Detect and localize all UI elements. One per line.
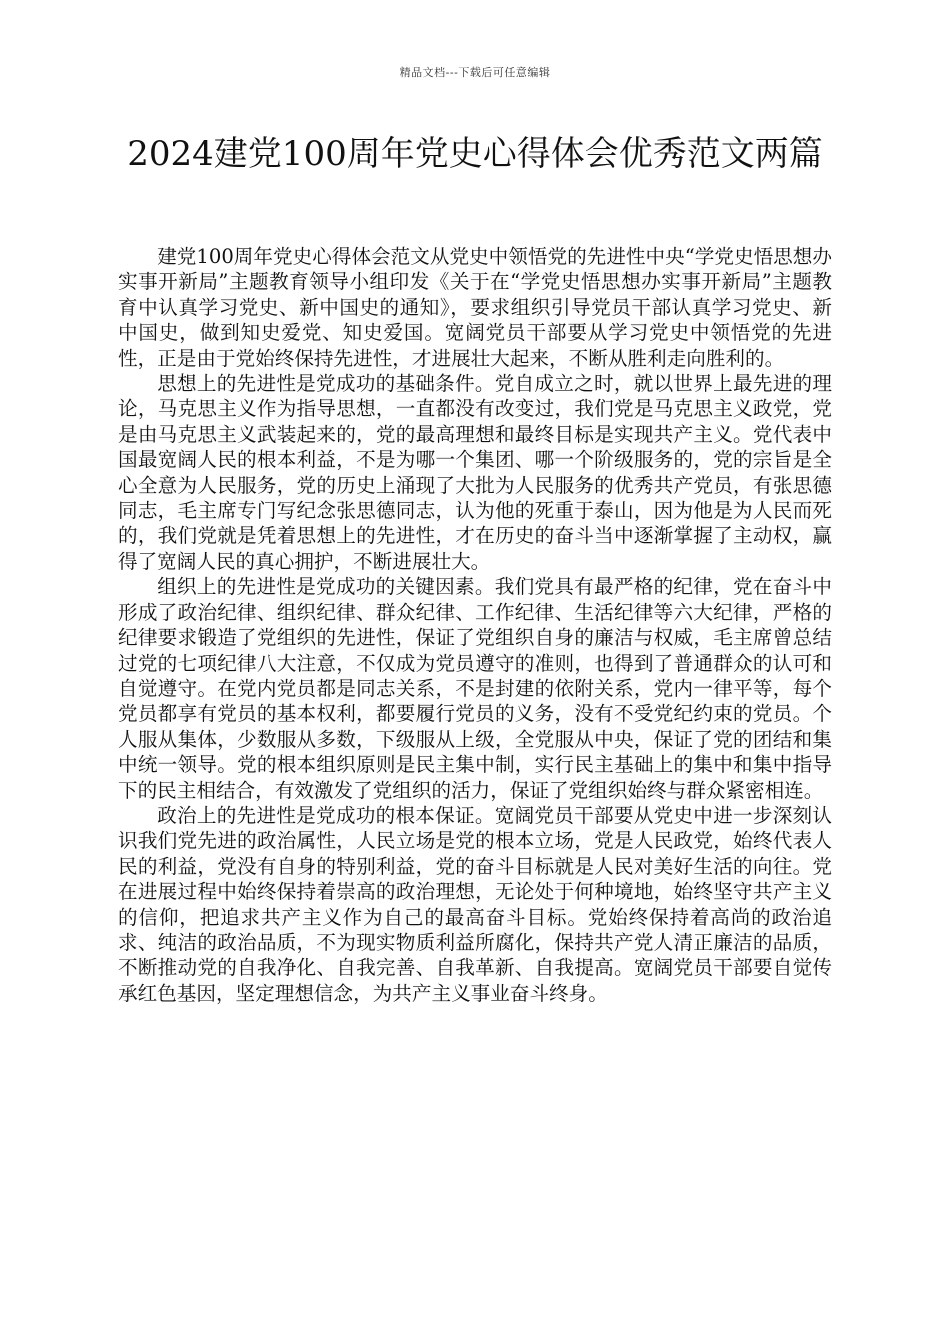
paragraph-intro: 建党100周年党史心得体会范文从党史中领悟党的先进性中央“学党史悟思想办实事开新局”主题教育领导小组印发《关于在“学党史悟思想办实事开新局”主题教育中认真学习党史、新中国史的通知》，要求组织引导党员干部认真学习党史、新中国史，做到知史爱党、知史爱国。宽阔党员干部要从学习党史中领悟党的先进性，正是由于党始终保持先进性，才进展壮大起来，不断从胜利走向胜利的。: [118, 245, 832, 370]
paragraph-politics: 政治上的先进性是党成功的根本保证。宽阔党员干部要从党史中进一步深刻认识我们党先进的政治属性，人民立场是党的根本立场，党是人民政党，始终代表人民的利益，党没有自身的特别利益，党的奋斗目标就是人民对美好生活的向往。党在进展过程中始终保持着崇高的政治理想，无论处于何种境地，始终坚守共产主义的信仰，把追求共产主义作为自己的最高奋斗目标。党始终保持着高尚的政治追求、纯洁的政治品质，不为现实物质利益所腐化，保持共产党人清正廉洁的品质，不断推动党的自我净化、自我完善、自我革新、自我提高。宽阔党员干部要自觉传承红色基因，坚定理想信念，为共产主义事业奋斗终身。: [118, 803, 832, 1005]
document-body: [118, 244, 832, 1006]
page-title: 2024建党100周年党史心得体会优秀范文两篇: [127, 134, 823, 174]
paragraph-ideology: 思想上的先进性是党成功的基础条件。党自成立之时，就以世界上最先进的理论，马克思主义作为指导思想，一直都没有改变过，我们党是马克思主义政党，党是由马克思主义武装起来的，党的最高理想和最终目标是实现共产主义。党代表中国最宽阔人民的根本利益，不是为哪一个集团、哪一个阶级服务的，党的宗旨是全心全意为人民服务，党的历史上涌现了大批为人民服务的优秀共产党员，有张思德同志，毛主席专门写纪念张思德同志，认为他的死重于泰山，因为他是为人民而死的，我们党就是凭着思想上的先进性，才在历史的奋斗当中逐渐掌握了主动权，赢得了宽阔人民的真心拥护，不断进展壮大。: [118, 372, 832, 573]
paragraph-organization: 组织上的先进性是党成功的关键因素。我们党具有最严格的纪律，党在奋斗中形成了政治纪律、组织纪律、群众纪律、工作纪律、生活纪律等六大纪律，严格的纪律要求锻造了党组织的先进性，保证了党组织自身的廉洁与权威，毛主席曾总结过党的七项纪律八大注意，不仅成为党员遵守的准则，也得到了普通群众的认可和自觉遵守。在党内党员都是同志关系，不是封建的依附关系，党内一律平等，每个党员都享有党员的基本权利，都要履行党员的义务，没有不受党纪约束的党员。个人服从集体，少数服从多数，下级服从上级，全党服从中央，保证了党的团结和集中统一领导。党的根本组织原则是民主集中制，实行民主基础上的集中和集中指导下的民主相结合，有效激发了党组织的活力，保证了党组织始终与群众紧密相连。: [118, 575, 832, 802]
header-note: 精品文档---下载后可任意编辑: [399, 66, 551, 79]
